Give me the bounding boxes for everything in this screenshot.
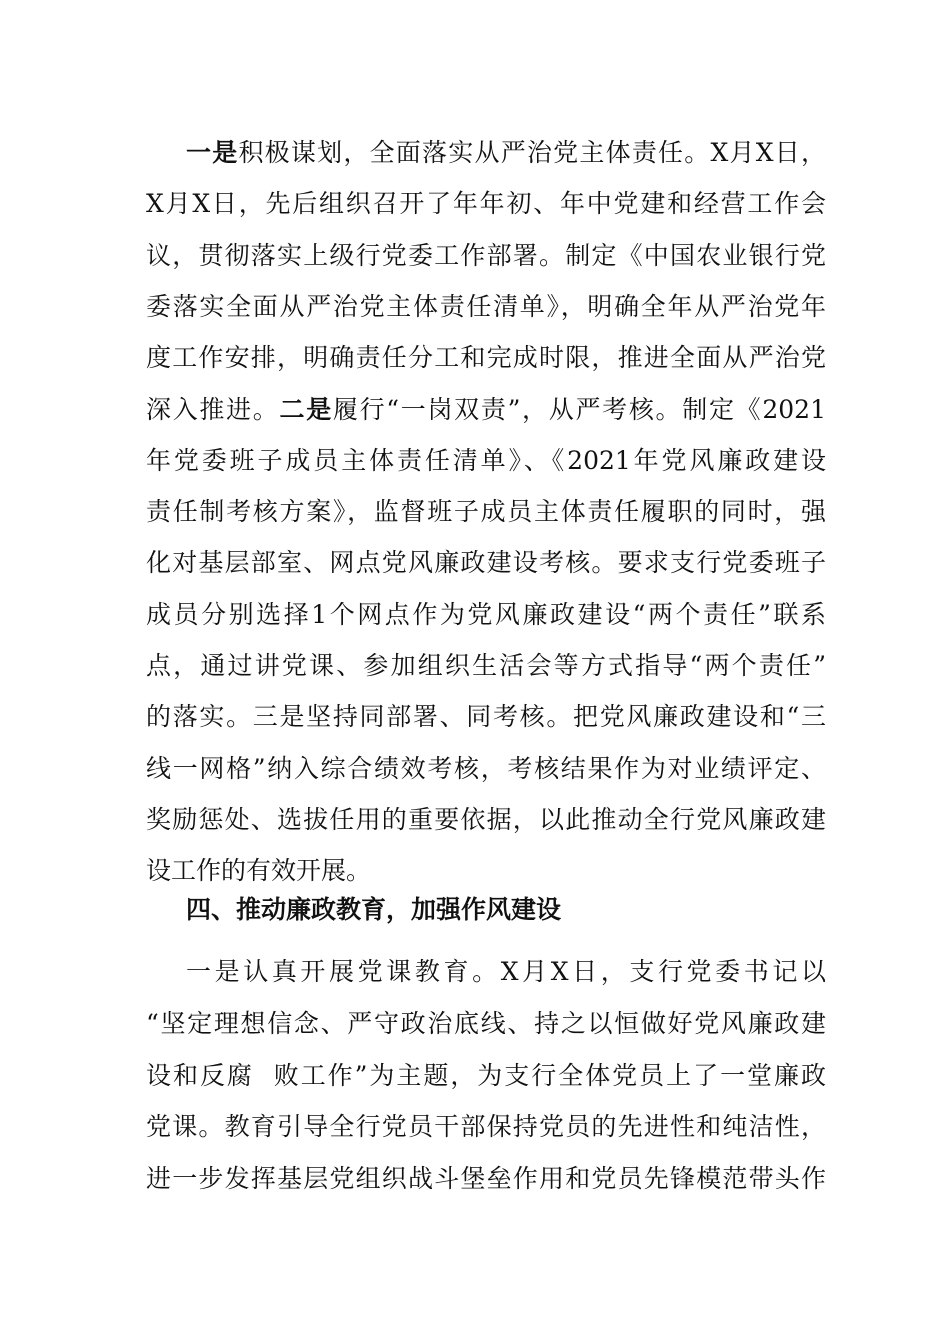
line-text: 奖励惩处、选拔任用的重要依据，以此推动全行党风廉政建 xyxy=(146,804,826,834)
text-line xyxy=(146,441,826,481)
line-text: 责任制考核方案》，监督班子成员主体责任履职的同时，强 xyxy=(146,497,826,527)
line-text: 议，贯彻落实上级行党委工作部署。制定《中国农业银行党 xyxy=(146,240,826,270)
text-line xyxy=(146,646,826,686)
text-line xyxy=(146,1107,826,1147)
line-text: 一是认真开展党课教育。X月X日，支行党委书记以 xyxy=(186,957,826,986)
line-text: 党课。教育引导全行党员干部保持党员的先进性和纯洁性， xyxy=(146,1112,826,1142)
text-line xyxy=(146,492,826,532)
line-text: 委落实全面从严治党主体责任清单》，明确全年从严治党年 xyxy=(146,291,826,321)
text-line xyxy=(146,697,826,737)
line-text: 成员分别选择1个网点作为党风廉政建设“两个责任”联系 xyxy=(146,599,826,629)
text-line xyxy=(146,800,826,840)
section-heading: 四、推动廉政教育，加强作风建设 xyxy=(186,895,562,924)
line-text: 点，通过讲党课、参加组织生活会等方式指导“两个责任” xyxy=(146,651,826,680)
text-line xyxy=(146,1159,826,1199)
line-text: “坚定理想信念、严守政治底线、持之以恒做好党风廉政建 xyxy=(146,1008,826,1038)
text-line xyxy=(146,1056,826,1096)
text-line xyxy=(146,390,826,430)
line-text: 的落实。三是坚持同部署、同考核。把党风廉政建设和“三 xyxy=(146,702,826,732)
text-line xyxy=(186,952,826,992)
line-text: 度工作安排，明确责任分工和完成时限，推进全面从严治党 xyxy=(146,343,826,373)
text-line xyxy=(146,236,826,276)
text-line xyxy=(146,1004,826,1044)
text-line xyxy=(146,338,826,378)
text-line xyxy=(146,595,826,635)
line-text: 积极谋划，全面落实从严治党主体责任。X月X日， xyxy=(238,138,826,167)
text-line xyxy=(146,749,826,789)
line-text: 年党委班子成员主体责任清单》、《2021年党风廉政建设 xyxy=(146,445,826,475)
line-text: 深入推进。 xyxy=(146,394,280,424)
line-text: 进一步发挥基层党组织战斗堡垒作用和党员先锋模范带头作 xyxy=(146,1164,826,1194)
text-line xyxy=(146,184,826,224)
bold-lead-text: 一是 xyxy=(186,138,239,167)
text-line xyxy=(186,133,826,173)
text-line xyxy=(146,287,826,327)
line-text: 履行“一岗双责”，从严考核。制定《2021 xyxy=(332,394,826,424)
line-text: 设工作的有效开展。 xyxy=(146,856,372,886)
bold-lead-text: 二是 xyxy=(279,394,333,424)
line-text: 设和反腐 败工作”为主题，为支行全体党员上了一堂廉政 xyxy=(146,1060,826,1090)
text-line xyxy=(146,851,826,891)
line-text: 线一网格”纳入综合绩效考核，考核结果作为对业绩评定、 xyxy=(146,753,826,783)
line-text: 化对基层部室、网点党风廉政建设考核。要求支行党委班子 xyxy=(146,548,826,578)
line-text: X月X日，先后组织召开了年年初、年中党建和经营工作会 xyxy=(146,189,826,219)
text-line xyxy=(146,543,826,583)
